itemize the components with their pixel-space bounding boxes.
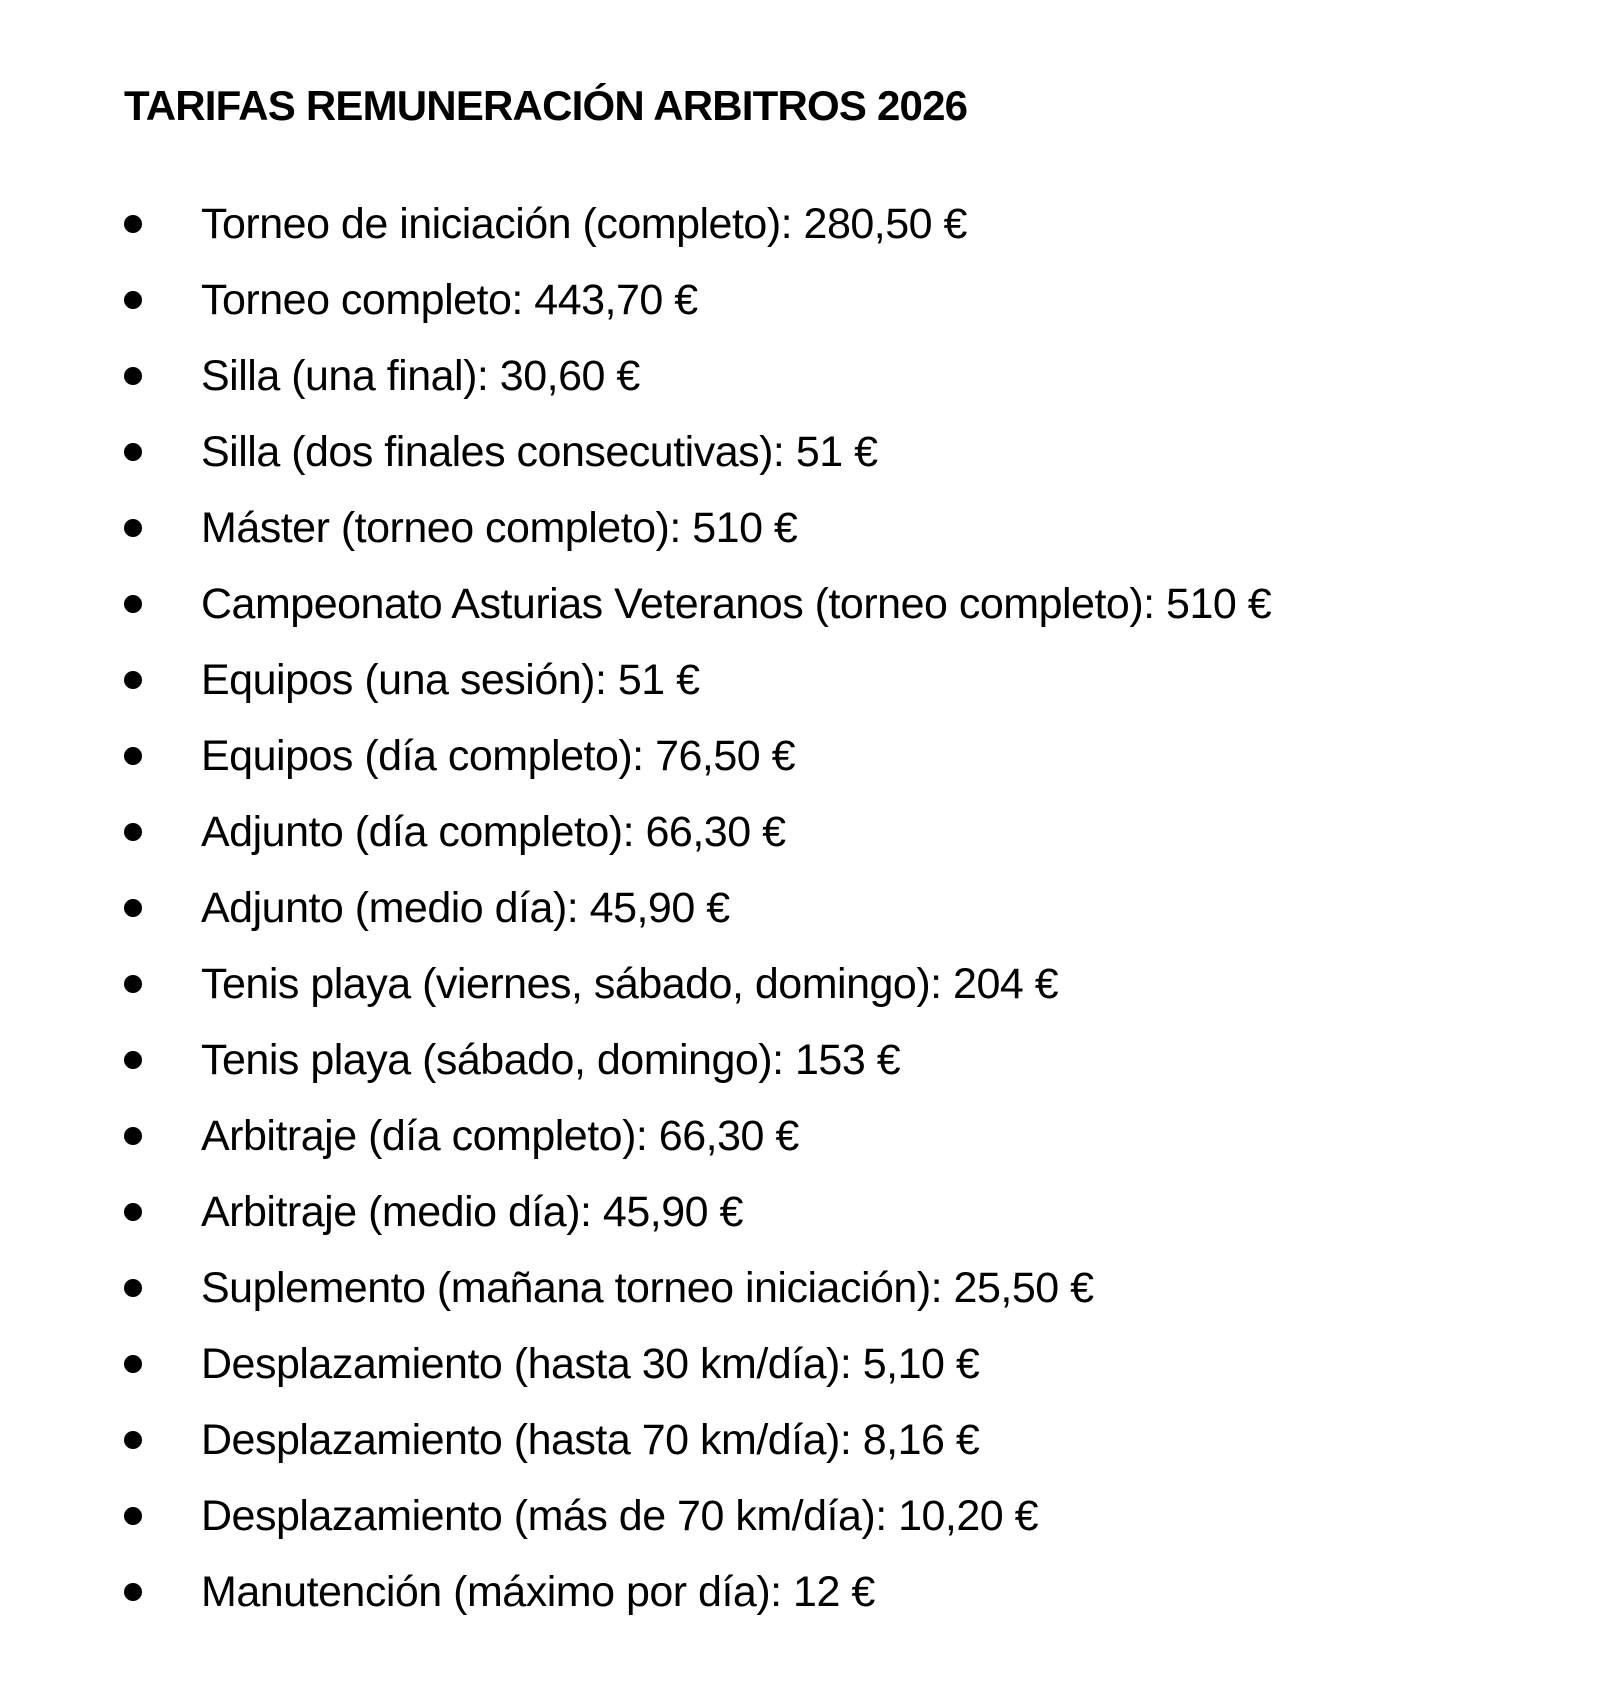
list-item [124,718,1271,794]
list-item-text: Campeonato Asturias Veteranos (torneo completo): 510 € [201,580,1272,628]
list-item-text: Desplazamiento (más de 70 km/día): 10,20 € [201,1492,1039,1540]
list-item [124,414,1271,490]
bullet-icon [124,1431,142,1449]
document [124,76,1564,1616]
list-item [124,262,1271,338]
list-item [124,946,1271,1022]
bullet-icon [124,1127,142,1145]
list-item-text: Arbitraje (día completo): 66,30 € [201,1112,799,1160]
list-item-text: Máster (torneo completo): 510 € [201,504,798,552]
bullet-icon [124,1507,142,1525]
bullet-icon [124,975,142,993]
list-item [124,338,1271,414]
document-title: TARIFAS REMUNERACIÓN ARBITROS 2026 [124,82,968,129]
list-item [124,1174,1271,1250]
bullet-icon [124,215,142,233]
list-item [124,1098,1271,1174]
bullet-icon [124,671,142,689]
list-item-text: Manutención (máximo por día): 12 € [201,1568,875,1616]
list-item-text: Arbitraje (medio día): 45,90 € [201,1188,743,1236]
bullet-icon [124,899,142,917]
list-item-text: Suplemento (mañana torneo iniciación): 25,50 € [201,1264,1094,1312]
list-item [124,1402,1271,1478]
bullet-icon [124,1279,142,1297]
list-item-text: Equipos (una sesión): 51 € [201,656,700,704]
list-item [124,490,1271,566]
list-item-text: Silla (una final): 30,60 € [201,352,640,400]
list-item [124,1554,1271,1630]
bullet-icon [124,823,142,841]
list-item-text: Desplazamiento (hasta 70 km/día): 8,16 € [201,1416,980,1464]
bullet-icon [124,367,142,385]
list-item-text: Desplazamiento (hasta 30 km/día): 5,10 € [201,1340,980,1388]
list-item-text: Tenis playa (viernes, sábado, domingo): 204 € [201,960,1059,1008]
list-item [124,1022,1271,1098]
bullet-icon [124,595,142,613]
list-item [124,1478,1271,1554]
list-item-text: Torneo de iniciación (completo): 280,50 € [201,200,967,248]
list-item-text: Adjunto (día completo): 66,30 € [201,808,786,856]
list-item [124,794,1271,870]
bullet-icon [124,1203,142,1221]
list-item [124,642,1271,718]
rate-list [124,186,1271,1630]
bullet-icon [124,1355,142,1373]
list-item-text: Equipos (día completo): 76,50 € [201,732,796,780]
list-item [124,1326,1271,1402]
list-item [124,870,1271,946]
bullet-icon [124,443,142,461]
list-item [124,566,1271,642]
list-item-text: Torneo completo: 443,70 € [201,276,698,324]
bullet-icon [124,519,142,537]
list-item [124,1250,1271,1326]
list-item-text: Silla (dos finales consecutivas): 51 € [201,428,878,476]
bullet-icon [124,1583,142,1601]
list-item-text: Tenis playa (sábado, domingo): 153 € [201,1036,901,1084]
bullet-icon [124,1051,142,1069]
bullet-icon [124,291,142,309]
list-item-text: Adjunto (medio día): 45,90 € [201,884,730,932]
list-item [124,186,1271,262]
bullet-icon [124,747,142,765]
